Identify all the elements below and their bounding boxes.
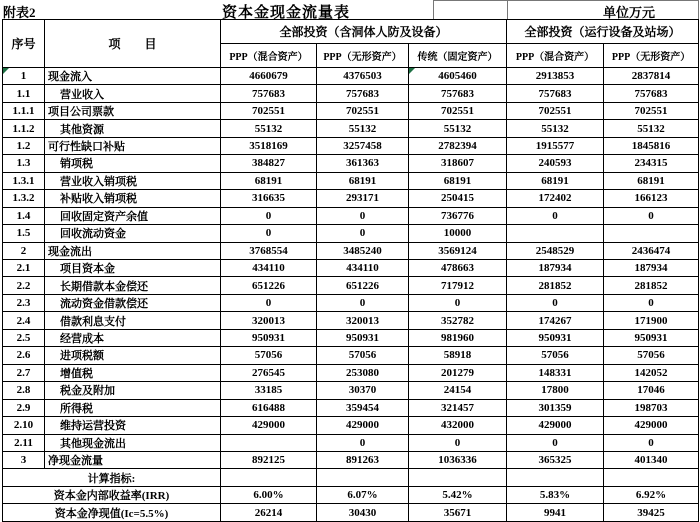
cell-value[interactable]: 55132 (604, 120, 699, 137)
header-col-traditional-fixed[interactable]: 传统（固定资产） (409, 44, 507, 68)
cell-row-no[interactable]: 2.6 (3, 347, 45, 364)
cell-value[interactable]: 57056 (221, 347, 317, 364)
cell-item[interactable]: 其他资源 (45, 120, 221, 137)
cell-value[interactable]: 3518169 (221, 137, 317, 154)
cell-value[interactable] (604, 469, 699, 486)
cell-value[interactable]: 2436474 (604, 242, 699, 259)
cell-value[interactable]: 0 (409, 434, 507, 451)
cell-item[interactable]: 进项税额 (45, 347, 221, 364)
cell-value[interactable]: 434110 (317, 259, 409, 276)
cell-item[interactable]: 借款利息支付 (45, 312, 221, 329)
cell-row-no[interactable]: 1.1 (3, 85, 45, 102)
cell-value[interactable]: 187934 (604, 259, 699, 276)
cell-value[interactable]: 0 (221, 294, 317, 311)
cell-value[interactable]: 166123 (604, 190, 699, 207)
cell-value[interactable]: 429000 (221, 417, 317, 434)
cell-value[interactable]: 0 (317, 294, 409, 311)
cell-item[interactable]: 项目公司票款 (45, 102, 221, 119)
cell-value[interactable]: 253080 (317, 364, 409, 381)
cell-value[interactable]: 892125 (221, 451, 317, 468)
table-row (3, 225, 699, 242)
cell-value[interactable]: 478663 (409, 259, 507, 276)
cell-row-no[interactable]: 2.3 (3, 294, 45, 311)
cell-value[interactable]: 198703 (604, 399, 699, 416)
table-row (3, 137, 699, 154)
table-row (3, 451, 699, 468)
cell-item[interactable]: 销项税 (45, 155, 221, 172)
cell-value[interactable]: 281852 (507, 277, 604, 294)
header-item[interactable]: 项 目 (45, 20, 221, 68)
cell-row-no[interactable]: 1 (3, 68, 45, 85)
cell-value[interactable]: 301359 (507, 399, 604, 416)
cell-value[interactable]: 359454 (317, 399, 409, 416)
cell-value[interactable]: 17800 (507, 382, 604, 399)
table-row (3, 312, 699, 329)
cell-value[interactable]: 429000 (317, 417, 409, 434)
cell-row-no[interactable]: 2.4 (3, 312, 45, 329)
cell-footer-label[interactable]: 资本金净现值(Ic=5.5%) (3, 504, 221, 522)
table-row (3, 190, 699, 207)
cell-value[interactable]: 0 (317, 225, 409, 242)
cell-value[interactable]: 0 (604, 207, 699, 224)
header-col-ppp-mixed-1[interactable]: PPP（混合资产） (221, 44, 317, 68)
cell-value[interactable]: 757683 (604, 85, 699, 102)
cell-value[interactable]: 702551 (604, 102, 699, 119)
table-row (3, 347, 699, 364)
cell-item[interactable]: 税金及附加 (45, 382, 221, 399)
cell-value[interactable]: 4660679 (221, 68, 317, 85)
cell-row-no[interactable]: 1.3.2 (3, 190, 45, 207)
cell-value[interactable]: 142052 (604, 364, 699, 381)
cell-value[interactable] (317, 469, 409, 486)
table-footer-row (3, 504, 699, 522)
cell-value[interactable]: 6.07% (317, 486, 409, 503)
header-row-no[interactable]: 序号 (3, 20, 45, 68)
cell-value[interactable]: 429000 (604, 417, 699, 434)
cell-value[interactable]: 39425 (604, 504, 699, 522)
cell-value[interactable]: 736776 (409, 207, 507, 224)
cell-value[interactable]: 950931 (221, 329, 317, 346)
cell-value[interactable]: 55132 (409, 120, 507, 137)
cell-value[interactable]: 429000 (507, 417, 604, 434)
cell-value[interactable]: 432000 (409, 417, 507, 434)
cell-value[interactable]: 6.00% (221, 486, 317, 503)
table-body (3, 68, 699, 522)
header-group-total-investment-2[interactable]: 全部投资（运行设备及站场） (507, 20, 699, 44)
cell-value[interactable]: 26214 (221, 504, 317, 522)
cell-value[interactable]: 702551 (221, 102, 317, 119)
table-tag: 附表2 (3, 5, 36, 20)
cell-value[interactable]: 616488 (221, 399, 317, 416)
cell-value[interactable]: 320013 (317, 312, 409, 329)
cell-row-no[interactable]: 2.7 (3, 364, 45, 381)
cell-item[interactable]: 增值税 (45, 364, 221, 381)
table-row (3, 85, 699, 102)
cell-value[interactable]: 2837814 (604, 68, 699, 85)
cell-row-no[interactable]: 2.2 (3, 277, 45, 294)
cell-value[interactable]: 2548529 (507, 242, 604, 259)
cell-value[interactable]: 321457 (409, 399, 507, 416)
table-row (3, 259, 699, 276)
cell-value[interactable]: 148331 (507, 364, 604, 381)
header-group-total-investment-1[interactable]: 全部投资（含洞体人防及设备） (221, 20, 507, 44)
cell-value[interactable]: 757683 (221, 85, 317, 102)
cell-value[interactable]: 318607 (409, 155, 507, 172)
cell-item[interactable]: 经营成本 (45, 329, 221, 346)
cell-value[interactable]: 57056 (604, 347, 699, 364)
cell-value[interactable]: 35671 (409, 504, 507, 522)
cell-value[interactable]: 171900 (604, 312, 699, 329)
cell-value[interactable]: 240593 (507, 155, 604, 172)
table-footer-row (3, 469, 699, 486)
cell-item[interactable]: 回收流动资金 (45, 225, 221, 242)
table-row (3, 294, 699, 311)
cell-value[interactable]: 174267 (507, 312, 604, 329)
header-col-ppp-intangible-2[interactable]: PPP（无形资产） (604, 44, 699, 68)
header-col-ppp-mixed-2[interactable]: PPP（混合资产） (507, 44, 604, 68)
cell-row-no[interactable]: 2.10 (3, 417, 45, 434)
cell-row-no[interactable]: 3 (3, 451, 45, 468)
cell-value[interactable]: 0 (507, 207, 604, 224)
cell-value[interactable]: 68191 (507, 172, 604, 189)
table-row (3, 155, 699, 172)
cell-value[interactable]: 55132 (221, 120, 317, 137)
cell-value[interactable]: 55132 (507, 120, 604, 137)
cell-value[interactable]: 757683 (507, 85, 604, 102)
cell-footer-label[interactable]: 资本金内部收益率(IRR) (3, 486, 221, 503)
cell-value[interactable]: 10000 (409, 225, 507, 242)
cell-value[interactable]: 757683 (409, 85, 507, 102)
cell-value[interactable] (507, 469, 604, 486)
cell-value[interactable]: 24154 (409, 382, 507, 399)
table-row (3, 364, 699, 381)
header-col-ppp-intangible-1[interactable]: PPP（无形资产） (317, 44, 409, 68)
cell-row-no[interactable]: 2 (3, 242, 45, 259)
cell-row-no[interactable]: 1.1.1 (3, 102, 45, 119)
cell-value[interactable]: 3257458 (317, 137, 409, 154)
cell-value[interactable]: 33185 (221, 382, 317, 399)
cell-value[interactable]: 234315 (604, 155, 699, 172)
cell-value[interactable]: 891263 (317, 451, 409, 468)
cell-value[interactable]: 276545 (221, 364, 317, 381)
cell-value[interactable]: 702551 (507, 102, 604, 119)
unit-label: 单位万元 (602, 5, 655, 20)
cell-value[interactable]: 0 (317, 207, 409, 224)
cell-value[interactable]: 172402 (507, 190, 604, 207)
table-row (3, 68, 699, 85)
cell-value[interactable]: 1845816 (604, 137, 699, 154)
page-title: 资本金现金流量表 (221, 5, 350, 21)
cell-row-no[interactable]: 1.4 (3, 207, 45, 224)
cell-value[interactable]: 5.42% (409, 486, 507, 503)
cell-row-no[interactable]: 1.2 (3, 137, 45, 154)
cell-value[interactable]: 0 (604, 434, 699, 451)
cell-row-no[interactable]: 2.11 (3, 434, 45, 451)
cell-item[interactable]: 其他现金流出 (45, 434, 221, 451)
cell-item[interactable]: 营业收入 (45, 85, 221, 102)
cell-value[interactable]: 434110 (221, 259, 317, 276)
cell-value[interactable]: 365325 (507, 451, 604, 468)
cell-value[interactable]: 3768554 (221, 242, 317, 259)
cell-value[interactable]: 981960 (409, 329, 507, 346)
cell-value[interactable]: 320013 (221, 312, 317, 329)
cell-value[interactable]: 361363 (317, 155, 409, 172)
cell-item[interactable]: 现金流出 (45, 242, 221, 259)
cell-value[interactable]: 57056 (507, 347, 604, 364)
cell-value[interactable]: 352782 (409, 312, 507, 329)
cell-value[interactable]: 1915577 (507, 137, 604, 154)
cell-item[interactable]: 净现金流量 (45, 451, 221, 468)
cell-item[interactable]: 项目资本金 (45, 259, 221, 276)
cell-value[interactable]: 187934 (507, 259, 604, 276)
cell-value[interactable]: 4376503 (317, 68, 409, 85)
cell-value[interactable]: 3569124 (409, 242, 507, 259)
cell-item[interactable]: 可行性缺口补贴 (45, 137, 221, 154)
capital-cash-flow-table (2, 19, 699, 522)
cell-item[interactable]: 长期借款本金偿还 (45, 277, 221, 294)
cell-value[interactable] (221, 469, 317, 486)
cell-error-triangle-icon (3, 68, 9, 74)
cell-value[interactable]: 702551 (409, 102, 507, 119)
cell-value[interactable]: 316635 (221, 190, 317, 207)
cell-value[interactable]: 384827 (221, 155, 317, 172)
cell-item[interactable]: 流动资金借款偿还 (45, 294, 221, 311)
cell-value[interactable]: 0 (507, 294, 604, 311)
cell-row-no[interactable]: 1.1.2 (3, 120, 45, 137)
cell-value[interactable]: 0 (317, 434, 409, 451)
cell-value[interactable]: 57056 (317, 347, 409, 364)
cell-value[interactable]: 2782394 (409, 137, 507, 154)
cell-value[interactable]: 950931 (317, 329, 409, 346)
table-row (3, 207, 699, 224)
cell-value[interactable]: 0 (221, 207, 317, 224)
table-row (3, 242, 699, 259)
cell-item[interactable]: 回收固定资产余值 (45, 207, 221, 224)
cell-value[interactable] (409, 469, 507, 486)
table-footer-row (3, 486, 699, 503)
cell-value[interactable]: 30430 (317, 504, 409, 522)
cell-value[interactable]: 651226 (221, 277, 317, 294)
cell-value[interactable]: 55132 (317, 120, 409, 137)
cell-error-triangle-icon (409, 68, 415, 74)
table-row (3, 102, 699, 119)
cell-value[interactable] (507, 225, 604, 242)
cell-row-no[interactable]: 1.5 (3, 225, 45, 242)
cell-item[interactable]: 营业收入销项税 (45, 172, 221, 189)
cell-value[interactable]: 68191 (221, 172, 317, 189)
cell-item[interactable]: 现金流入 (45, 68, 221, 85)
cell-value[interactable]: 5.83% (507, 486, 604, 503)
table-row (3, 120, 699, 137)
cell-row-no[interactable]: 2.9 (3, 399, 45, 416)
cell-value[interactable]: 702551 (317, 102, 409, 119)
cell-value[interactable]: 401340 (604, 451, 699, 468)
cell-value[interactable]: 17046 (604, 382, 699, 399)
cell-item[interactable]: 维持运营投资 (45, 417, 221, 434)
cell-value[interactable]: 0 (507, 434, 604, 451)
cell-value[interactable]: 58918 (409, 347, 507, 364)
cell-value[interactable]: 68191 (604, 172, 699, 189)
cell-value[interactable]: 0 (409, 294, 507, 311)
cell-value[interactable]: 950931 (604, 329, 699, 346)
header-group-row (3, 20, 699, 44)
cell-value[interactable]: 250415 (409, 190, 507, 207)
table-row (3, 382, 699, 399)
table-row (3, 172, 699, 189)
cell-footer-label[interactable]: 计算指标: (3, 469, 221, 486)
cell-row-no[interactable]: 2.8 (3, 382, 45, 399)
cell-row-no[interactable]: 1.3.1 (3, 172, 45, 189)
cell-value[interactable]: 9941 (507, 504, 604, 522)
cell-row-no[interactable]: 2.1 (3, 259, 45, 276)
cell-value[interactable]: 281852 (604, 277, 699, 294)
cell-item[interactable]: 所得税 (45, 399, 221, 416)
table-row (3, 434, 699, 451)
table-row (3, 277, 699, 294)
cell-item[interactable]: 补贴收入销项税 (45, 190, 221, 207)
cell-value[interactable] (604, 225, 699, 242)
cell-row-no[interactable]: 1.3 (3, 155, 45, 172)
cell-value[interactable]: 651226 (317, 277, 409, 294)
cell-value[interactable]: 201279 (409, 364, 507, 381)
cell-value[interactable]: 2913853 (507, 68, 604, 85)
cell-value[interactable]: 6.92% (604, 486, 699, 503)
table-row (3, 417, 699, 434)
cell-row-no[interactable]: 2.5 (3, 329, 45, 346)
cell-value[interactable]: 1036336 (409, 451, 507, 468)
cell-value[interactable]: 0 (221, 225, 317, 242)
cell-value[interactable]: 717912 (409, 277, 507, 294)
cell-value[interactable]: 950931 (507, 329, 604, 346)
unit-cell-divider (507, 1, 508, 20)
table-row (3, 329, 699, 346)
cell-value[interactable]: 30370 (317, 382, 409, 399)
cell-value[interactable]: 68191 (317, 172, 409, 189)
cell-value[interactable]: 3485240 (317, 242, 409, 259)
cell-value[interactable]: 68191 (409, 172, 507, 189)
cell-value[interactable]: 0 (604, 294, 699, 311)
cell-value[interactable]: 4605460 (409, 68, 507, 85)
cell-value[interactable]: 757683 (317, 85, 409, 102)
table-row (3, 399, 699, 416)
cell-value[interactable]: 293171 (317, 190, 409, 207)
cell-value[interactable] (221, 434, 317, 451)
